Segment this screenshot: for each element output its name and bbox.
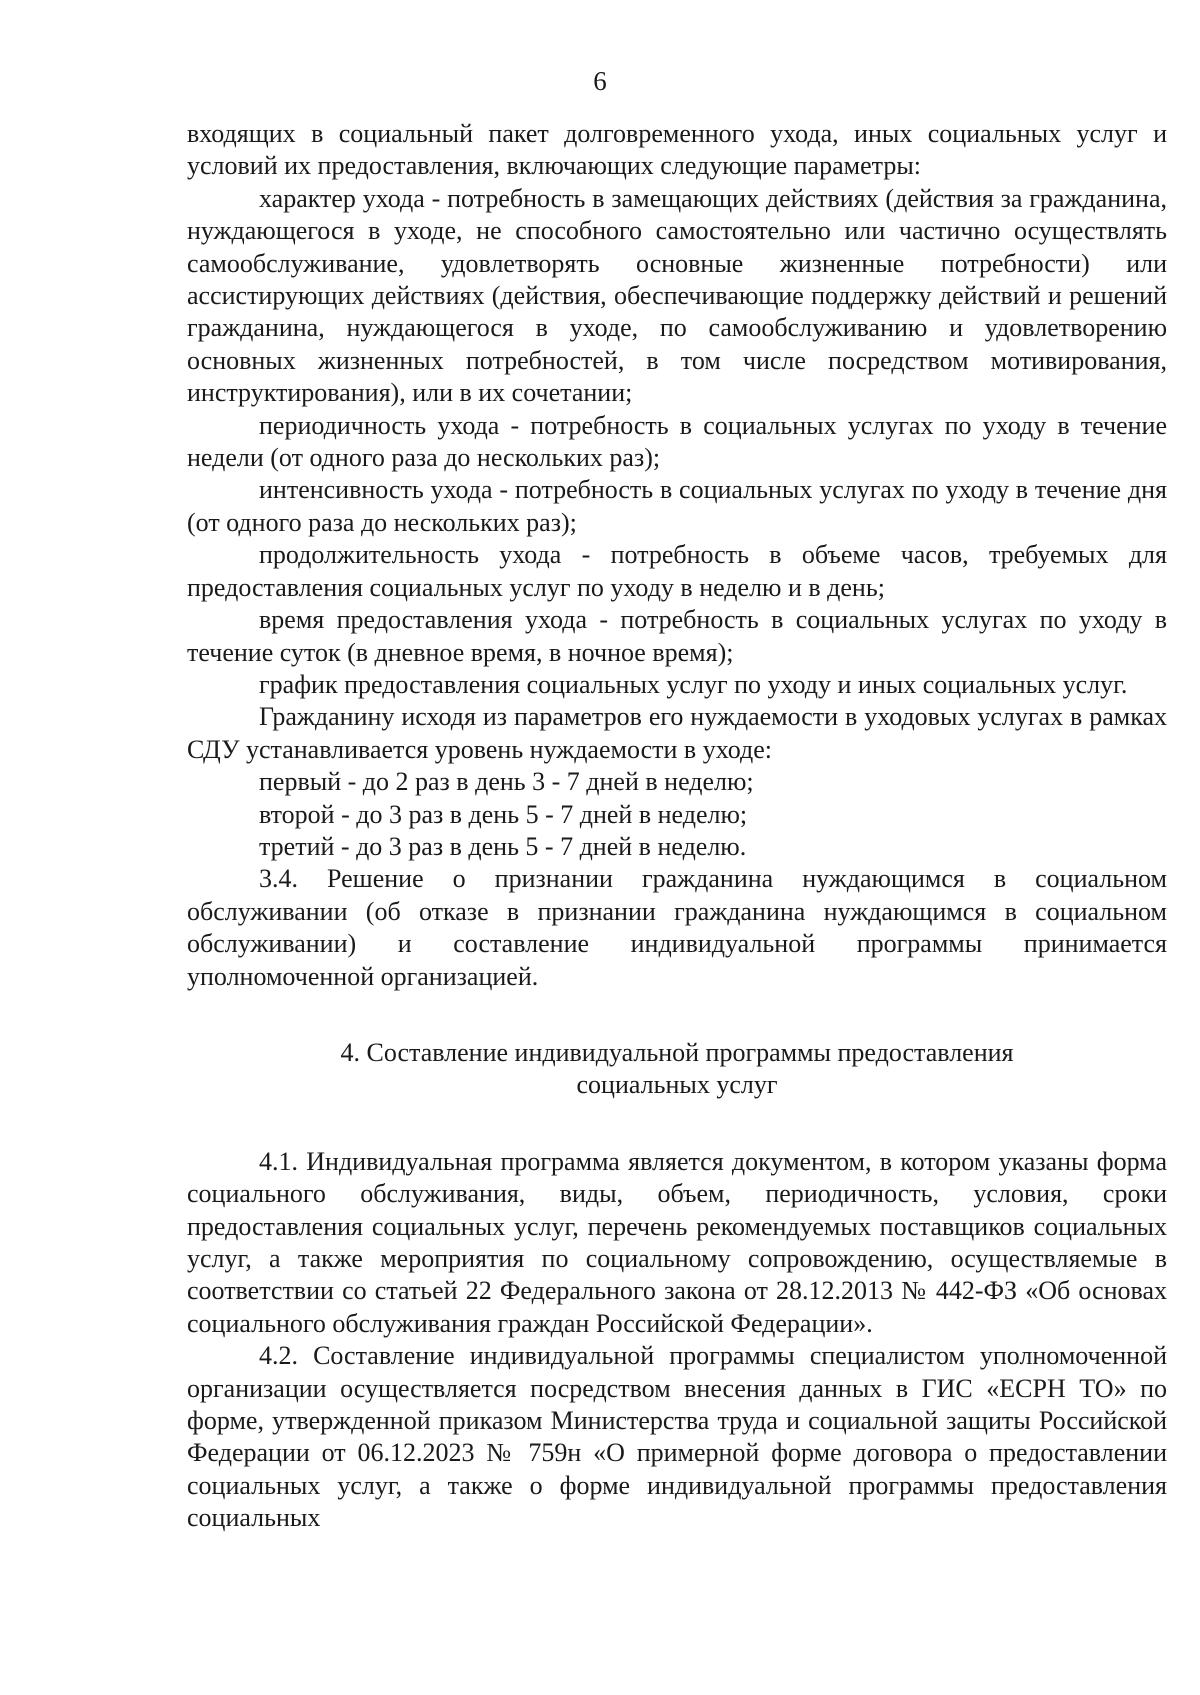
document-body <box>187 118 1167 1535</box>
section-4-text <box>187 1146 1167 1535</box>
paragraph: периодичность ухода - потребность в социальных услугах по уходу в течение недели (от одного раза до нескольких раз); <box>187 410 1167 473</box>
paragraph: 3.4. Решение о признании гражданина нуждающимся в социальном обслуживании (об отказе в признании гражданина нуждающимся в социальном обслуживании) и составление индивидуальной программы принимается уполномоченной организацией. <box>187 864 1167 991</box>
paragraph: 4.1. Индивидуальная программа является документом, в котором указаны форма социального обслуживания, виды, объем, периодичность, условия, сроки предоставления социальных услуг, перечень рекомендуемых поставщиков социальных услуг, а также мероприятия по социальному сопровождению, осуществляемые в соответствии со статьей 22 Федерального закона от 28.12.2013 № 442-ФЗ «Об основах социального обслуживания граждан Российской Федерации». <box>187 1146 1167 1338</box>
section-4-heading-line-1: 4. Составление индивидуальной программы предоставления <box>340 1037 1014 1067</box>
paragraph: продолжительность ухода - потребность в объеме часов, требуемых для предоставления социальных услуг по уходу в неделю и в день; <box>187 540 1167 602</box>
section-3-text <box>187 118 1167 993</box>
paragraph: интенсивность ухода - потребность в социальных услугах по уходу в течение дня (от одного раза до нескольких раз); <box>187 475 1167 537</box>
paragraph: график предоставления социальных услуг по уходу и иных социальных услуг. <box>259 669 1128 699</box>
page-number: 6 <box>593 66 607 96</box>
paragraph: второй - до 3 раз в день 5 - 7 дней в неделю; <box>259 799 748 829</box>
paragraph: характер ухода - потребность в замещающих действиях (действия за гражданина, нуждающегося в уходе, не способного самостоятельно или частично осуществлять самообслуживание, удовлетворять основные жизненные потребности) или ассистирующих действиях (действия, обеспечивающие поддержку действий и решений гражданина, нуждающегося в уходе, по самообслуживанию и удовлетворению основных жизненных потребностей, в том числе посредством мотивирования, инструктирования), или в их сочетании; <box>187 183 1167 408</box>
paragraph: третий - до 3 раз в день 5 - 7 дней в неделю. <box>259 831 747 861</box>
paragraph: первый - до 2 раз в день 3 - 7 дней в неделю; <box>259 767 754 797</box>
section-4-heading-line-2: социальных услуг <box>576 1070 778 1100</box>
section-4-heading <box>187 1037 1167 1102</box>
paragraph: время предоставления ухода - потребность в социальных услугах по уходу в течение суток (в дневное время, в ночное время); <box>187 605 1167 667</box>
paragraph: 4.2. Составление индивидуальной программы специалистом уполномоченной организации осуществляется посредством внесения данных в ГИС «ЕСРН ТО» по форме, утвержденной приказом Министерства труда и социальной защиты Российской Федерации от 06.12.2023 № 759н «О примерной форме договора о предоставлении социальных услуг, а также о форме индивидуальной программы предоставления социальных <box>187 1341 1167 1533</box>
paragraph: Гражданину исходя из параметров его нуждаемости в уходовых услугах в рамках СДУ устанавливается уровень нуждаемости в уходе: <box>187 702 1167 764</box>
paragraph: входящих в социальный пакет долговременного ухода, иных социальных услуг и условий их предоставления, включающих следующие параметры: <box>187 119 1167 181</box>
